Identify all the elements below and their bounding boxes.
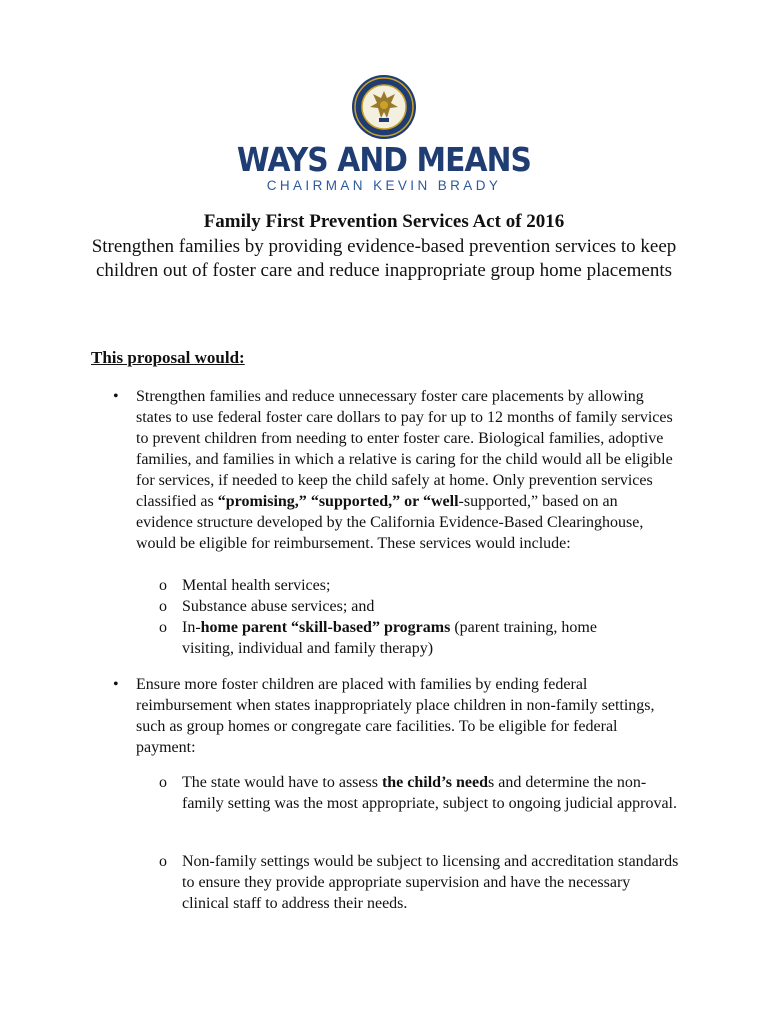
bullet-marker: • bbox=[113, 388, 119, 405]
sub-item-in-home-programs: o In-home parent “skill-based” programs (parent training, home visiting, individual and family therapy) bbox=[159, 619, 597, 657]
bullet-item-prevention-services bbox=[113, 386, 673, 554]
header-logo bbox=[0, 74, 768, 194]
bullet-item-placement-reform bbox=[113, 674, 673, 758]
bold-supported: “supported,” or “well bbox=[310, 493, 459, 510]
sub-bullet-marker: o bbox=[159, 598, 167, 615]
sub-item-substance-abuse: o Substance abuse services; and bbox=[159, 598, 375, 615]
bullet-text: Strengthen families and reduce unnecessary foster care placements by allowing states to use federal foster care dollars to pay for up to 12 months of family services to prevent children from needing to enter foster care. Biological families, adoptive families, and families in which a relative is caring for the child would all be eligible for services, if needed to keep the child safely at home. Only prevention services classified as “promising,” “supported,” or “well-supported,” based on an evidence structure developed by the California Evidence-Based Clearinghouse, would be eligible for reimbursement. These services would include: bbox=[136, 388, 673, 552]
document-subtitle: Strengthen families by providing evidence-based prevention services to keep children out of foster care and reduce inappropriate group home placements bbox=[91, 236, 677, 281]
bullet-text: Ensure more foster children are placed with families by ending federal reimbursement when states inappropriately place children in non-family settings, such as group homes or congregate care facilities. To be eligible for federal payment: bbox=[136, 676, 655, 756]
sub-item-state-assess: o The state would have to assess the child’s needs and determine the non-family setting was the most appropriate, subject to ongoing judicial approval. bbox=[159, 774, 677, 812]
bold-promising: “promising,” bbox=[217, 493, 307, 510]
sub-item-mental-health: o Mental health services; bbox=[159, 577, 331, 594]
sub-bullet-marker: o bbox=[159, 577, 167, 594]
section-heading: This proposal would: bbox=[91, 348, 245, 367]
sub-bullet-marker: o bbox=[159, 853, 167, 870]
logo-title: WAYS AND MEANS bbox=[236, 140, 532, 179]
seal-icon bbox=[351, 74, 417, 140]
sub-bullet-marker: o bbox=[159, 619, 167, 636]
bullet-marker: • bbox=[113, 676, 119, 693]
sub-bullet-marker: o bbox=[159, 774, 167, 791]
sub-item-licensing: o Non-family settings would be subject to licensing and accreditation standards to ensure they provide appropriate supervision and have the necessary clinical staff to address their needs. bbox=[159, 853, 679, 912]
logo-subtitle: CHAIRMAN KEVIN BRADY bbox=[266, 178, 502, 193]
document-title: Family First Prevention Services Act of 2016 bbox=[203, 211, 565, 232]
